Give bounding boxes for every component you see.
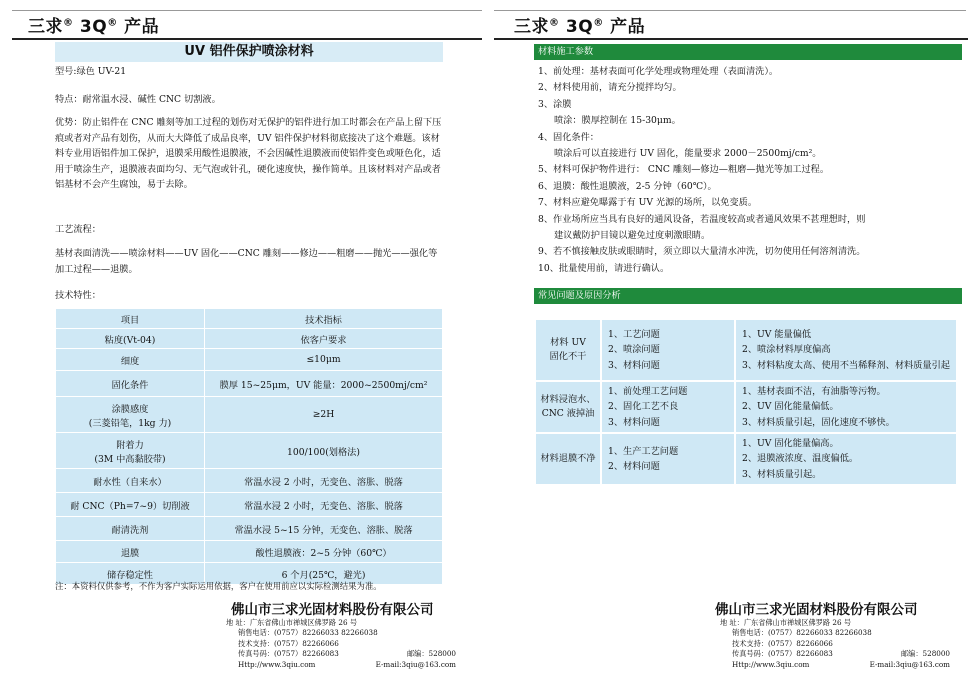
spec-row: [56, 349, 443, 371]
parameter-item: 喷涂后可以直接进行 UV 固化，能量要求 2000－2500mj/cm²。: [554, 148, 822, 160]
spec-row: [56, 541, 443, 563]
features-text: 特点：耐常温水浸、碱性 CNC 切割液。: [55, 94, 221, 105]
faq-detail-cell: [735, 433, 957, 485]
sales-phone: 销售电话：(0757）82266033 82266038: [238, 628, 378, 638]
spec-value-cell: 常温水浸 2 小时，无变色、溶胀、脱落: [205, 469, 443, 493]
parameter-list: [538, 64, 958, 277]
faq-table: [534, 318, 958, 486]
parameter-item: 4、固化条件：: [538, 131, 599, 143]
spec-item-cell: 储存稳定性: [56, 563, 205, 585]
faq-cause: 3、材料问题: [608, 359, 660, 371]
faq-detail: 2、喷涂材料厚度偏高: [742, 344, 831, 356]
faq-detail-cell: [735, 319, 957, 381]
faq-problem-cell: 材料退膜不净: [535, 433, 601, 485]
faq-row: [535, 319, 957, 381]
spec-row: [56, 329, 443, 349]
parameter-item: 喷涂：膜厚控制在 15-30μm。: [554, 115, 681, 127]
left-page: [0, 0, 486, 683]
faq-cause: 2、材料问题: [608, 461, 660, 472]
model-text: 型号:绿色 UV-21: [55, 66, 127, 77]
faq-detail: 3、材料质量引起。: [742, 468, 822, 480]
spec-row: [56, 433, 443, 469]
spec-row: [56, 397, 443, 433]
faq-detail: 1、UV 能量偏低: [742, 328, 812, 340]
spec-value-cell: 常温水浸 2 小时，无变色、溶胀、脱落: [205, 493, 443, 517]
website-link[interactable]: Http://www.3qiu.com: [238, 659, 316, 669]
faq-problem-cell: 材料 UV 固化不干: [535, 319, 601, 381]
process-title: 工艺流程：: [55, 224, 101, 235]
faq-cause: 3、材料问题: [608, 416, 660, 428]
section-parameters: 材料施工参数: [534, 44, 962, 60]
advantage-text: 优势：防止铝件在 CNC 雕刻等加工过程的划伤对无保护的铝件进行加工时都会在产品上留下压痕或者对产品有划伤，从而大大降低了成品良率，UV 铝件保护材料彻底接决了这个难题。该材料专业用语铝件加工保护，退膜采用酸性退膜液，不会因碱性退膜液而使铝件变色或哑色化，适用于喷涂生产，退膜液表面均匀、无气泡或针孔，硬化速度快，操作简单。且该材料对产品或者铝基材不会产生腐蚀，易于去除。: [55, 117, 442, 190]
faq-detail: 2、退膜液浓度、温度偏低。: [742, 453, 859, 465]
email-link[interactable]: E-mail:3qiu@163.com: [869, 659, 950, 669]
sales-phone: 销售电话：(0757）82266033 82266038: [732, 628, 872, 638]
faq-cause: 1、前处理工艺问题: [608, 385, 688, 397]
parameter-item: 6、退膜：酸性退膜液，2-5 分钟（60℃）。: [538, 180, 717, 192]
company-name: 佛山市三求光固材料股份有限公司: [715, 602, 918, 618]
spec-item-cell: 涂膜感度 (三菱铅笔，1kg 力): [56, 397, 205, 433]
section-faq: 常见问题及原因分析: [534, 288, 962, 304]
brand-header: 三求® 3Q® 产品: [514, 17, 646, 37]
brand-header: 三求® 3Q® 产品: [28, 17, 160, 37]
spec-item-cell: 耐水性（自来水）: [56, 469, 205, 493]
faq-detail: 3、材料粘度太高、使用不当稀释剂、材料质量引起: [742, 359, 950, 371]
parameter-item: 5、材料可保护物件进行： CNC 雕刻—修边—粗磨—抛光等加工过程。: [538, 164, 830, 176]
parameter-item: 1、前处理：基材表面可化学处理或物理处理（表面清洗）。: [538, 66, 779, 77]
company-contact: [720, 618, 950, 670]
parameter-item: 建议戴防护目镜以避免过度刺激眼睛。: [554, 230, 711, 242]
header-divider: [494, 38, 968, 40]
fax-line: 传真号码：(0757）82266083: [732, 649, 833, 659]
spec-item-cell: 附着力 (3M 中高黏胶带): [56, 433, 205, 469]
faq-cause: 1、工艺问题: [608, 328, 660, 340]
faq-detail: 3、材料质量引起，固化速度不够快。: [742, 416, 895, 428]
spec-item-cell: 耐 CNC（Ph=7~9）切削液: [56, 493, 205, 517]
faq-detail: 1、UV 固化能量偏高。: [742, 437, 839, 449]
faq-problem-cell: 材料浸泡水、 CNC 液掉油: [535, 381, 601, 433]
spec-table: [55, 308, 443, 585]
faq-cause: 2、喷涂问题: [608, 344, 660, 356]
top-rule: [494, 10, 966, 11]
tech-title: 技术特性：: [55, 290, 101, 301]
parameter-item: 3、涂膜: [538, 98, 572, 110]
tech-phone: 技术支持：(0757）82266066: [732, 638, 833, 648]
zip-code: 邮编：528000: [406, 649, 456, 659]
faq-cause-cell: [601, 381, 735, 433]
address-line: 地 址：广东省佛山市禅城区佛罗路 26 号: [720, 618, 852, 627]
faq-row: [535, 433, 957, 485]
faq-cause: 2、固化工艺不良: [608, 401, 679, 413]
spec-value-cell: 技术指标: [205, 309, 443, 329]
parameter-item: 8、作业场所应当具有良好的通风设备，若温度较高或者通风效果不甚理想时，则: [538, 213, 866, 225]
process-text: 基材表面清洗——喷涂材料——UV 固化——CNC 雕刻——修边——粗磨——抛光——强化等加工过程——退膜。: [55, 248, 438, 275]
spec-row: [56, 469, 443, 493]
header-divider: [12, 38, 482, 40]
company-contact: [226, 618, 456, 670]
faq-detail-cell: [735, 381, 957, 433]
company-name: 佛山市三求光固材料股份有限公司: [231, 602, 434, 618]
spec-item-cell: 耐清洗剂: [56, 517, 205, 541]
faq-row: [535, 381, 957, 433]
right-page: [494, 0, 978, 683]
tech-phone: 技术支持：(0757）82266066: [238, 638, 339, 648]
spec-value-cell: ≤10μm: [205, 349, 443, 371]
spec-value-cell: 6 个月(25℃，避光): [205, 563, 443, 585]
spec-item-cell: 退膜: [56, 541, 205, 563]
spec-row: [56, 371, 443, 397]
spec-item-cell: 粘度(Vt-04): [56, 329, 205, 349]
parameter-item: 10、批量使用前，请进行确认。: [538, 262, 670, 274]
fax-line: 传真号码：(0757）82266083: [238, 649, 339, 659]
spec-item-cell: 固化条件: [56, 371, 205, 397]
spec-item-cell: 细度: [56, 349, 205, 371]
spec-row: [56, 493, 443, 517]
spec-header-row: [56, 309, 443, 329]
faq-cause-cell: [601, 433, 735, 485]
spec-value-cell: 膜厚 15~25μm，UV 能量：2000~2500mj/cm²: [205, 371, 443, 397]
email-link[interactable]: E-mail:3qiu@163.com: [375, 659, 456, 669]
faq-cause-cell: [601, 319, 735, 381]
faq-cause: 1、生产工艺问题: [608, 445, 679, 457]
spec-value-cell: ≥2H: [205, 397, 443, 433]
faq-detail: 2、UV 固化能量偏低。: [742, 401, 839, 413]
top-rule: [12, 10, 482, 11]
spec-value-cell: 100/100(划格法): [205, 433, 443, 469]
website-link[interactable]: Http://www.3qiu.com: [732, 659, 810, 669]
document-title: UV 铝件保护喷涂材料: [55, 42, 443, 62]
spec-value-cell: 依客户要求: [205, 329, 443, 349]
parameter-item: 7、材料应避免曝露于有 UV 光源的场所，以免变质。: [538, 197, 758, 209]
spec-value-cell: 常温水浸 5~15 分钟，无变色、溶胀、脱落: [205, 517, 443, 541]
parameter-item: 2、材料使用前，请充分搅拌均匀。: [538, 82, 682, 94]
zip-code: 邮编：528000: [900, 649, 950, 659]
parameter-item: 9、若不慎接触皮肤或眼睛时，须立即以大量清水冲洗，切勿使用任何溶剂清洗。: [538, 246, 866, 258]
disclaimer-note: 注：本资料仅供参考，不作为客户实际运用依据，客户在使用前应以实际检测结果为准。: [55, 581, 382, 591]
address-line: 地 址：广东省佛山市禅城区佛罗路 26 号: [226, 618, 358, 627]
spec-value-cell: 酸性退膜液：2~5 分钟（60℃）: [205, 541, 443, 563]
spec-row: [56, 517, 443, 541]
faq-detail: 1、基材表面不洁，有油脂等污物。: [742, 385, 886, 397]
spec-item-cell: 项目: [56, 309, 205, 329]
